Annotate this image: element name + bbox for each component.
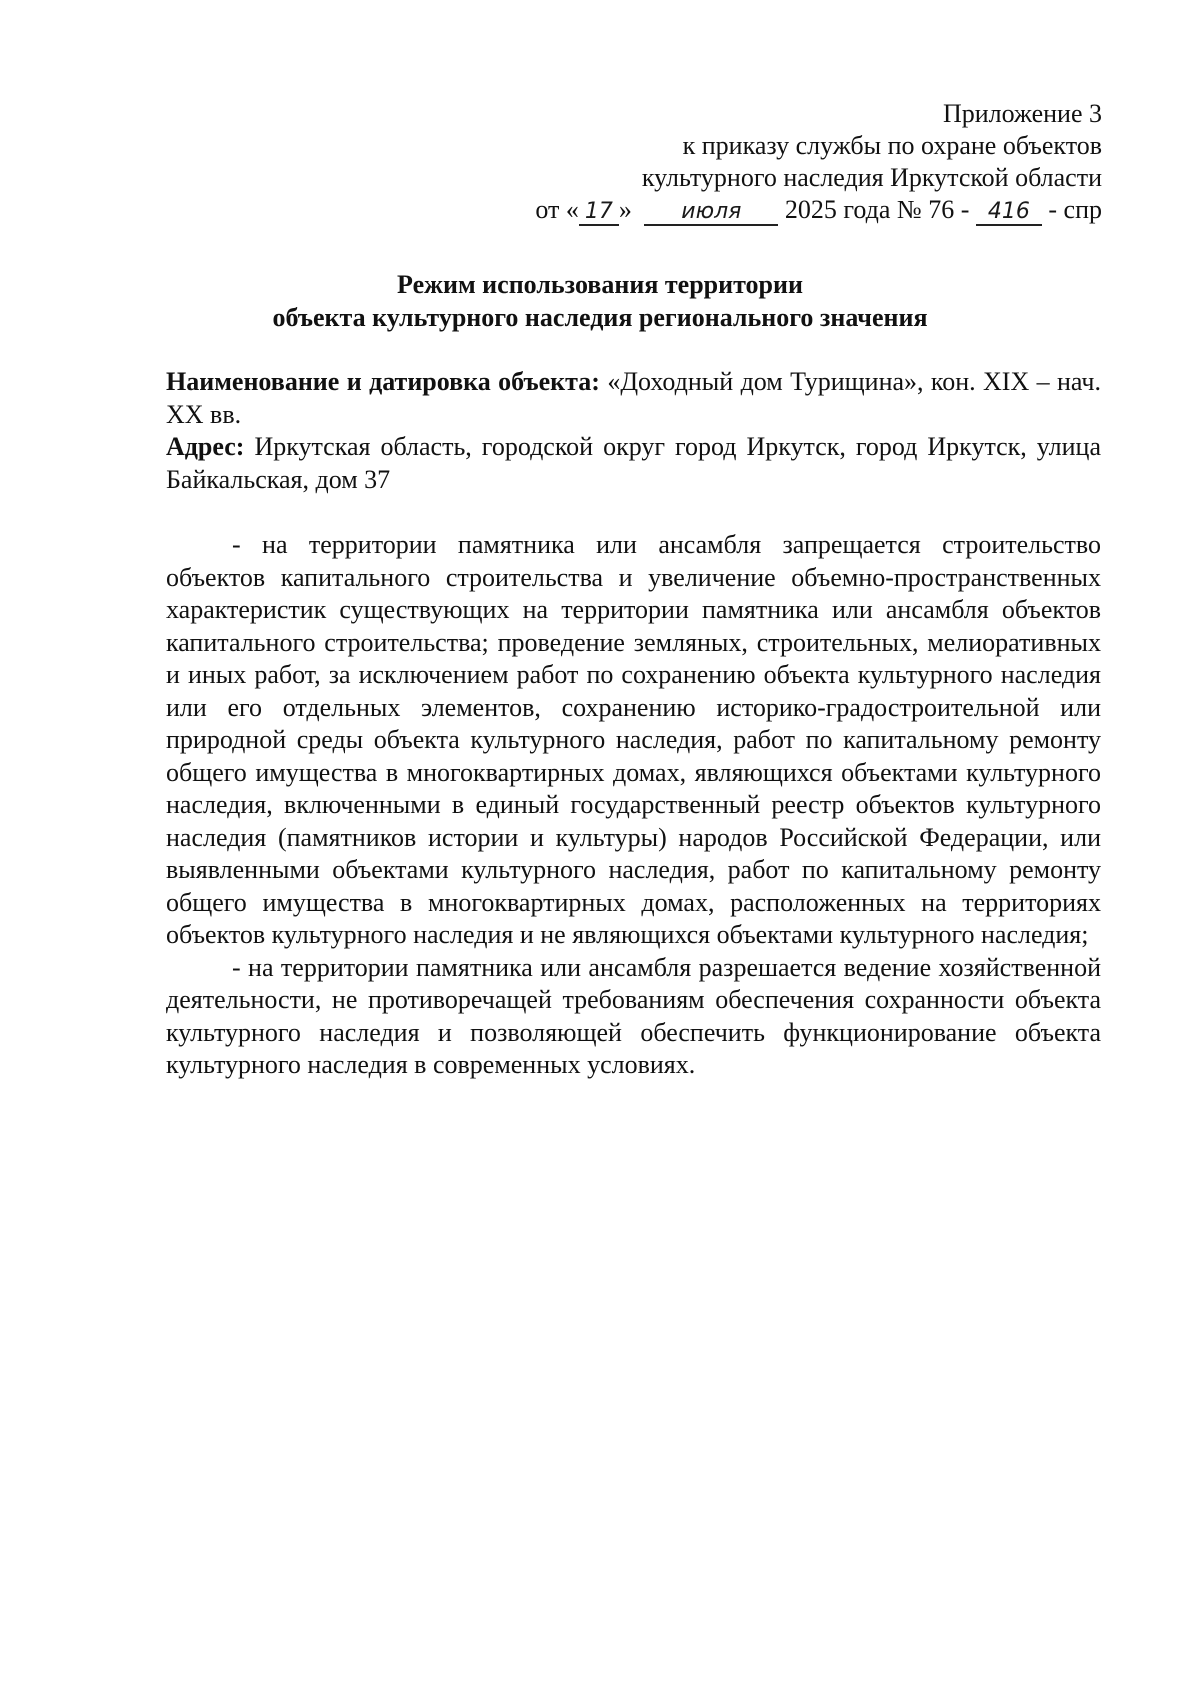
rule-prohibition: - на территории памятника или ансамбля запрещается строительство объектов капитального строительства и увеличение объемно-пространственных характеристик существующих на территории памятника или ансамбля объектов капитального строительства; проведение земляных, строительных, мелиоративных и иных работ, за исключением работ по сохранению объекта культурного наследия или его отдельных элементов, сохранению историко-градостроительной или природной среды объекта культурного наследия, работ по капитальному ремонту общего имущества в многоквартирных домах, являющихся объектами культурного наследия, включенными в единый государственный реестр объектов культурного наследия (памятников истории и культуры) народов Российской Федерации, или выявленными объектами культурного наследия, работ по капитальному ремонту общего имущества в многоквартирных домах, расположенных на территориях объектов культурного наследия и не являющихся объектами культурного наследия; (166, 530, 1101, 949)
appendix-agency: культурного наследия Иркутской области (641, 163, 1102, 192)
object-address-label: Адрес: (166, 432, 245, 461)
object-address-value: Иркутская область, городской округ город Иркутск, город Иркутск, улица Байкальская, дом 37 (166, 432, 1101, 494)
document-body (166, 366, 1101, 1082)
document-title (0, 268, 1200, 334)
date-close-quote: » (618, 195, 632, 224)
handwritten-order-number: 416 (976, 200, 1042, 226)
title-line-1: Режим использования территории (397, 270, 803, 299)
object-name-label: Наименование и датировка объекта: (166, 367, 600, 396)
rule-permission: - на территории памятника или ансамбля разрешается ведение хозяйственной деятельности, не противоречащей требованиям обеспечения сохранности объекта культурного наследия и позволяющей обеспечить функционирование объекта культурного наследия в современных условиях. (166, 952, 1101, 1079)
handwritten-month: июля (644, 200, 778, 226)
object-address-paragraph (166, 431, 1101, 496)
appendix-date-line (535, 194, 1102, 226)
handwritten-day: 17 (579, 200, 619, 226)
date-year-text: 2025 года № 76 - (784, 195, 970, 224)
object-name-value: «Доходный дом Турищина», кон. XIX – нач. XX вв. (166, 367, 1101, 429)
title-line-2: объекта культурного наследия регионального значения (272, 303, 928, 332)
order-suffix: - спр (1048, 195, 1102, 224)
object-name-paragraph (166, 366, 1101, 431)
appendix-number: Приложение 3 (942, 99, 1102, 128)
rules-list (166, 529, 1101, 1082)
appendix-header (535, 98, 1102, 226)
date-prefix: от « (535, 195, 579, 224)
appendix-order-ref: к приказу службы по охране объектов (682, 131, 1102, 160)
